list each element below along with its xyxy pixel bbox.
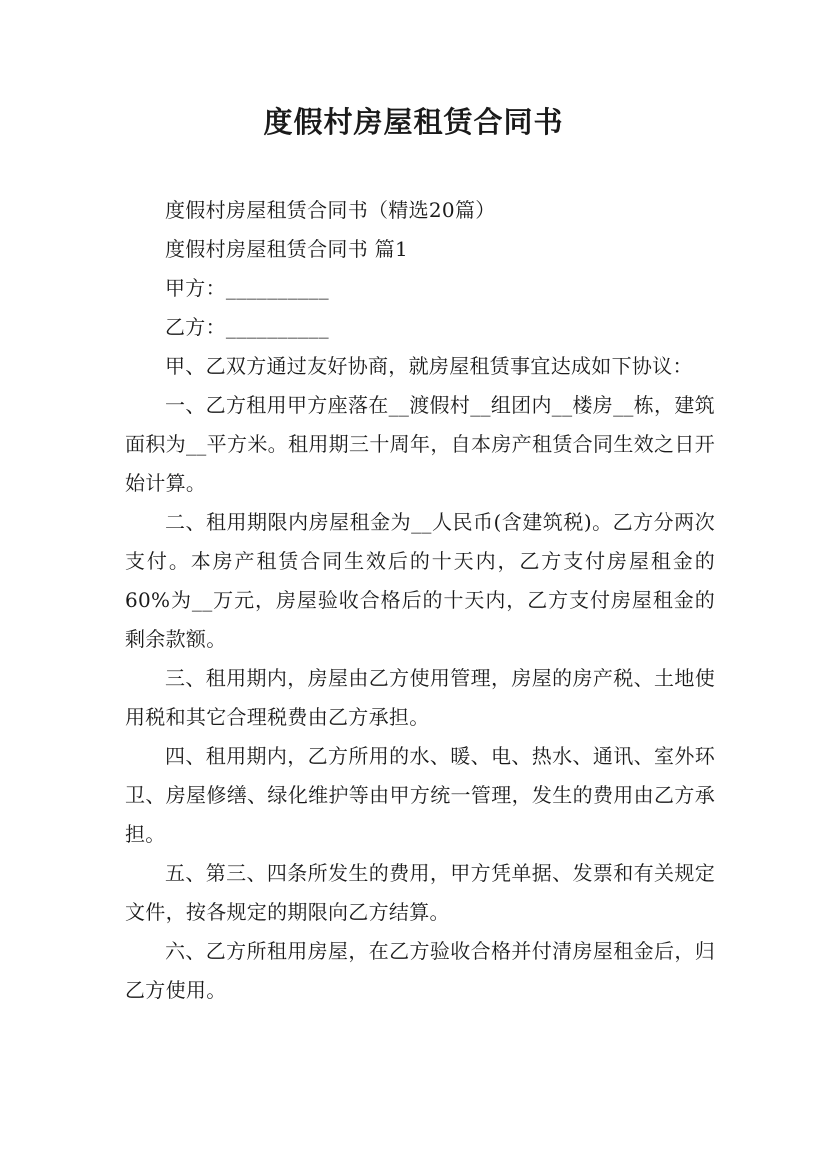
paragraph-clause-6: 六、乙方所租用房屋，在乙方验收合格并付清房屋租金后，归乙方使用。 (125, 939, 715, 1002)
paragraph-clause-3: 三、租用期内，房屋由乙方使用管理，房屋的房产税、土地使用税和其它合理税费由乙方承担。 (125, 666, 715, 729)
paragraph-clause-2: 二、租用期限内房屋租金为__人民币(含建筑税)。乙方分两次支付。本房产租赁合同生效后的十天内，乙方支付房屋租金的60%为__万元，房屋验收合格后的十天内，乙方支付房屋租金的剩余款额。 (125, 510, 715, 651)
paragraph-clause-1: 一、乙方租用甲方座落在__渡假村__组团内__楼房__栋，建筑面积为__平方米。租用期三十周年，自本房产租赁合同生效之日开始计算。 (125, 393, 715, 495)
document-body (125, 191, 715, 1010)
paragraph-clause-4: 四、租用期内，乙方所用的水、暖、电、热水、通讯、室外环卫、房屋修缮、绿化维护等由甲方统一管理，发生的费用由乙方承担。 (125, 744, 715, 846)
paragraph-party-b: 乙方：__________ (165, 315, 329, 339)
paragraph-section-heading: 度假村房屋租赁合同书 篇1 (165, 237, 408, 261)
paragraph-clause-5: 五、第三、四条所发生的费用，甲方凭单据、发票和有关规定文件，按各规定的期限向乙方结算。 (125, 861, 715, 924)
document-title: 度假村房屋租赁合同书 (263, 105, 564, 139)
paragraph-subtitle: 度假村房屋租赁合同书（精选20篇） (165, 198, 496, 222)
paragraph-party-a: 甲方：__________ (165, 276, 329, 300)
paragraph-intro: 甲、乙双方通过友好协商，就房屋租赁事宜达成如下协议： (165, 354, 693, 378)
